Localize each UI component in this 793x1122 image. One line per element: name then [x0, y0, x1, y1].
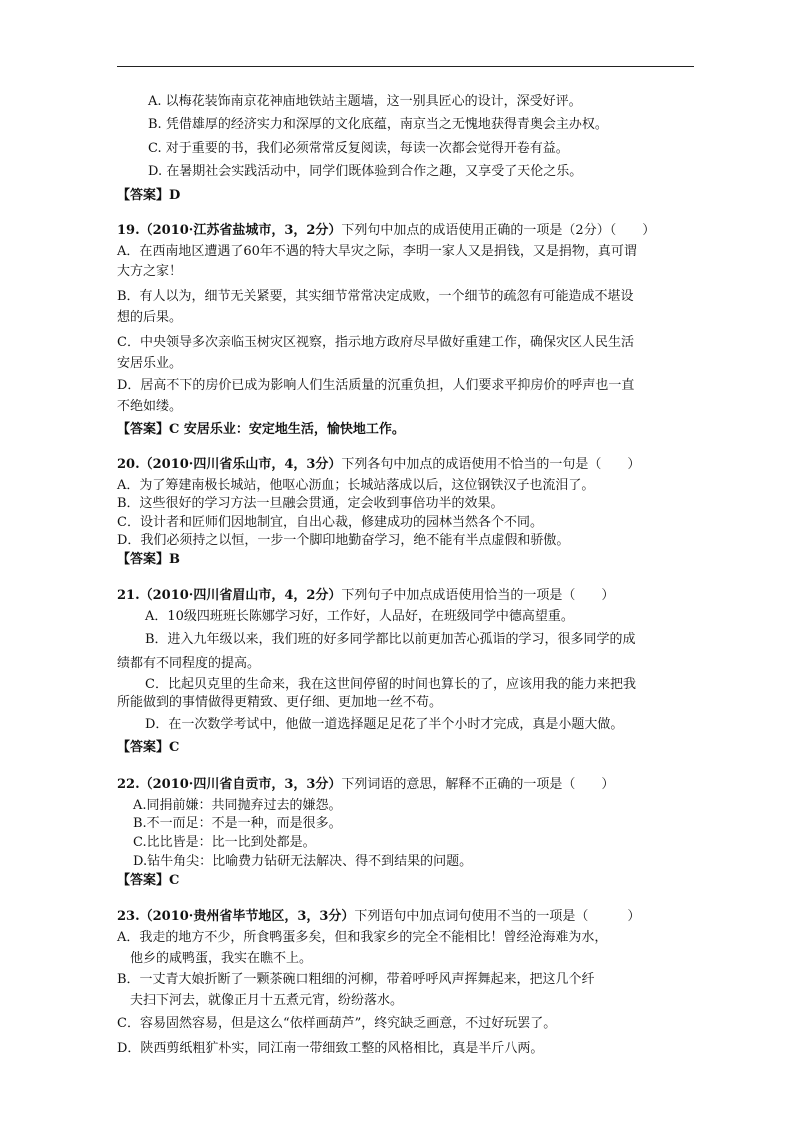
option-line: B．有人以为，细节无关紧要，其实细节常常决定成败，一个细节的疏忽有可能造成不堪设: [117, 289, 634, 304]
option-line: D.钻牛角尖：比喻费力钻研无法解决、得不到结果的问题。: [133, 854, 473, 869]
option-d: D. 在暑期社会实践活动中，同学们既体验到合作之趣，又享受了天伦之乐。: [148, 164, 583, 179]
question-20-header: [117, 456, 640, 474]
question-23-header: [117, 908, 640, 926]
question-21-header: [117, 587, 614, 605]
option-line: C．容易固然容易，但是这么“依样画葫芦”，终究缺乏画意，不过好玩罢了。: [117, 1016, 557, 1031]
option-c: C. 对于重要的书，我们必须常常反复阅读，每读一次都会觉得开卷有益。: [148, 141, 569, 156]
answer: 【答案】C 安居乐业：安定地生活，愉快地工作。: [117, 422, 405, 437]
option-line: C．设计者和匠师们因地制宜，自出心裁，修建成功的园林当然各个不同。: [117, 515, 543, 530]
option-line: A．10级四班班长陈娜学习好，工作好，人品好，在班级同学中德高望重。: [145, 609, 574, 624]
question-stem: 下列句子中加点成语使用恰当的一项是（ ）: [341, 588, 615, 603]
option-line: 安居乐业。: [117, 356, 183, 371]
option-line: A.同捐前嫌：共同抛弃过去的嫌怨。: [133, 798, 342, 813]
option-line: 绩都有不同程度的提高。: [117, 656, 261, 671]
question-source: 20.（2010·四川省乐山市，4，3分）: [117, 457, 342, 472]
option-line: A．我走的地方不少，所食鸭蛋多矣，但和我家乡的完全不能相比！曾经沧海难为水，: [117, 930, 608, 945]
option-line: B．一丈青大娘折断了一颗茶碗口粗细的河柳，带着呼呼风声挥舞起来，把这几个纤: [117, 972, 595, 987]
option-line: D．我们必须持之以恒，一步一个脚印地勤奋学习，绝不能有半点虚假和骄傲。: [117, 533, 570, 548]
question-source: 22.（2010·四川省自贡市，3，3分）: [117, 777, 342, 792]
answer: 【答案】B: [117, 552, 180, 567]
question-stem: 下列句中加点的成语使用正确的一项是（2分）（ ）: [341, 223, 656, 238]
option-line: A．为了筹建南极长城站，他呕心沥血；长城站落成以后，这位钢铁汉子也流泪了。: [117, 478, 595, 493]
option-line: C.比比皆是：比一比到处都是。: [133, 835, 316, 850]
answer: 【答案】C: [117, 740, 180, 755]
option-line: 大方之家！: [117, 264, 183, 279]
option-b: B. 凭借雄厚的经济实力和深厚的文化底蕴，南京当之无愧地获得青奥会主办权。: [148, 117, 608, 132]
option-line: 想的后果。: [117, 310, 183, 325]
header-rule: [117, 66, 694, 67]
option-line: C．比起贝克里的生命来，我在这世间停留的时间也算长的了，应该用我的能力来把我: [145, 677, 636, 692]
option-line: B．进入九年级以来，我们班的好多同学都比以前更加苦心孤诣的学习，很多同学的成: [145, 632, 636, 647]
answer: 【答案】C: [117, 873, 180, 888]
question-stem: 下列语句中加点词句使用不当的一项是（ ）: [354, 909, 641, 924]
option-line: 他乡的咸鸭蛋，我实在瞧不上。: [130, 951, 313, 966]
option-line: 不绝如缕。: [117, 399, 183, 414]
question-stem: 下列词语的意思，解释不正确的一项是（ ）: [341, 777, 615, 792]
answer: 【答案】D: [117, 188, 181, 203]
option-line: D．陕西剪纸粗犷朴实，同江南一带细致工整的风格相比，真是半斤八两。: [117, 1041, 544, 1056]
option-line: D．在一次数学考试中，他做一道选择题足足花了半个小时才完成，真是小题大做。: [145, 717, 624, 732]
option-line: D．居高不下的房价已成为影响人们生活质量的沉重负担，人们要求平抑房价的呼声也一直: [117, 378, 635, 393]
question-source: 19.（2010·江苏省盐城市，3，2分）: [117, 223, 342, 238]
option-line: A．在西南地区遭遇了60年不遇的特大旱灾之际，李明一家人又是捐钱，又是捐物，真可谓: [117, 244, 637, 259]
option-line: C．中央领导多次亲临玉树灾区视察，指示地方政府尽早做好重建工作，确保灾区人民生活: [117, 335, 634, 350]
question-19-header: [117, 222, 655, 240]
option-a: A. 以梅花装饰南京花神庙地铁站主题墙，这一别具匠心的设计，深受好评。: [148, 94, 582, 109]
question-source: 21.（2010·四川省眉山市，4，2分）: [117, 588, 342, 603]
question-stem: 下列各句中加点的成语使用不恰当的一句是（ ）: [341, 457, 641, 472]
question-source: 23.（2010·贵州省毕节地区，3，3分）: [117, 909, 355, 924]
option-line: 夫扫下河去，就像正月十五煮元宵，纷纷落水。: [130, 993, 404, 1008]
question-22-header: [117, 776, 614, 794]
option-line: B.不一而足：不是一种，而是很多。: [133, 816, 342, 831]
option-line: 所能做到的事情做得更精致、更仔细、更加地一丝不苟。: [117, 695, 443, 710]
option-line: B．这些很好的学习方法一旦融会贯通，定会收到事倍功半的效果。: [117, 496, 504, 511]
